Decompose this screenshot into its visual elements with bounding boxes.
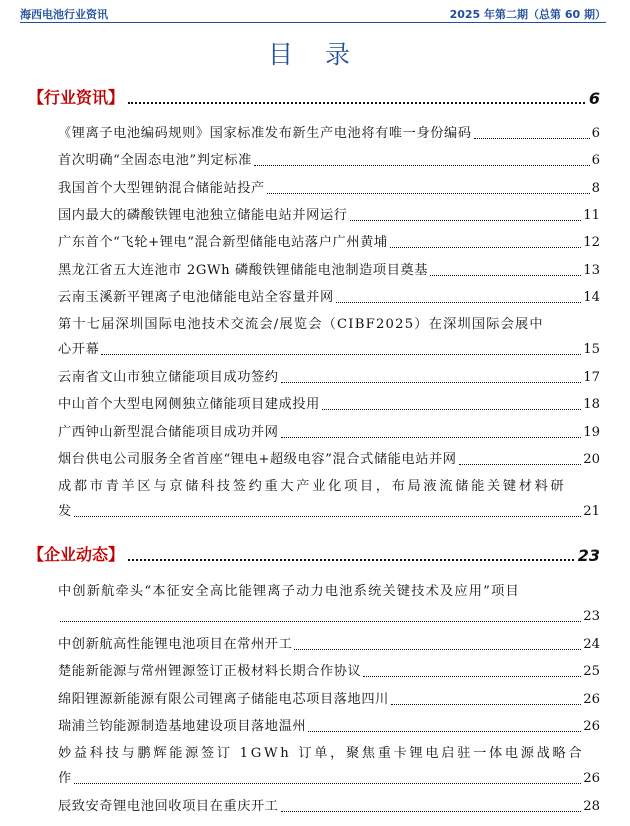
entry-title: 广东首个“飞轮+锂电”混合新型储能电站落户广州黄埔 xyxy=(58,235,388,251)
toc-entry[interactable] xyxy=(58,365,600,390)
entry-title: 广西钟山新型混合储能项目成功并网 xyxy=(58,424,279,440)
entry-page-number: 23 xyxy=(583,609,600,624)
page-header xyxy=(20,6,606,20)
entry-title: 作 xyxy=(58,771,72,787)
dot-leader xyxy=(308,731,581,732)
entry-title: 辰致安奇锂电池回收项目在重庆开工 xyxy=(58,799,279,815)
dot-leader xyxy=(474,138,590,139)
entry-title: 首次明确“全固态电池”判定标准 xyxy=(58,153,252,169)
toc-entry[interactable] xyxy=(58,121,600,146)
entry-page-number: 6 xyxy=(591,153,600,169)
dot-leader xyxy=(390,247,582,248)
section-label: 【企业动态】 xyxy=(28,545,125,564)
entry-page-number: 19 xyxy=(583,424,600,440)
toc-entry[interactable] xyxy=(58,474,600,524)
header-publication-name: 海西电池行业资讯 xyxy=(20,8,108,21)
toc-entry[interactable] xyxy=(58,176,600,201)
dot-leader xyxy=(74,516,581,517)
entry-title: 云南省文山市独立储能项目成功签约 xyxy=(58,370,279,386)
toc-entry[interactable] xyxy=(58,741,600,791)
entry-title: 云南玉溪新平锂离子电池储能电站全容量并网 xyxy=(58,289,334,305)
entry-page-number: 18 xyxy=(583,397,600,413)
toc-entry[interactable] xyxy=(58,203,600,228)
entry-page-number: 26 xyxy=(583,771,600,787)
dot-leader xyxy=(294,649,581,650)
toc-entry[interactable] xyxy=(58,632,600,657)
page-title: 目 录 xyxy=(268,40,362,69)
entry-title: 黑龙江省五大连池市 2GWh 磷酸铁锂储能电池制造项目奠基 xyxy=(58,262,429,278)
dot-leader xyxy=(336,302,581,303)
dot-leader xyxy=(128,559,574,561)
dot-leader xyxy=(430,275,581,276)
entry-page-number: 28 xyxy=(583,799,600,815)
entry-title: 中创新航高性能锂电池项目在常州开工 xyxy=(58,637,293,652)
entry-title: 《锂离子电池编码规则》国家标准发布新生产电池将有唯一身份编码 xyxy=(58,126,472,141)
entry-title: 中山首个大型电网侧独立储能项目建成投用 xyxy=(58,397,320,413)
entry-page-number: 13 xyxy=(583,262,600,278)
toc-entry[interactable] xyxy=(58,687,600,712)
toc-entry[interactable] xyxy=(58,258,600,283)
entry-title: 我国首个大型锂钠混合储能站投产 xyxy=(58,180,265,196)
entry-page-number: 25 xyxy=(583,664,600,680)
entry-page-number: 8 xyxy=(591,180,600,196)
dot-leader xyxy=(363,676,581,677)
entry-page-number: 15 xyxy=(583,342,600,358)
dot-leader xyxy=(281,437,582,438)
dot-leader xyxy=(281,382,582,383)
section-label: 【行业资讯】 xyxy=(28,88,125,107)
entry-page-number: 11 xyxy=(583,207,600,223)
toc-entry[interactable] xyxy=(58,659,600,684)
entry-title: 绵阳锂源新能源有限公司锂离子储能电芯项目落地四川 xyxy=(58,691,389,707)
dot-leader xyxy=(350,220,582,221)
entry-title-line1: 成都市青羊区与京储科技签约重大产业化项目，布局液流储能关键材料研 xyxy=(58,479,567,495)
toc-entry[interactable] xyxy=(58,230,600,255)
toc-entry[interactable] xyxy=(58,447,600,472)
entry-title: 心开幕 xyxy=(58,342,100,358)
toc-entry[interactable] xyxy=(58,714,600,739)
toc-entry[interactable] xyxy=(58,148,600,173)
dot-leader xyxy=(459,464,582,465)
entry-title: 瑞浦兰钧能源制造基地建设项目落地温州 xyxy=(58,718,307,734)
dot-leader xyxy=(281,811,582,812)
toc-section-heading[interactable] xyxy=(28,543,600,565)
entry-title: 烟台供电公司服务全省首座“锂电+超级电容”混合式储能电站并网 xyxy=(58,452,457,467)
dot-leader xyxy=(74,783,581,784)
entry-title: 楚能新能源与常州锂源签订正极材料长期合作协议 xyxy=(58,664,362,680)
section-page-number: 6 xyxy=(588,89,600,108)
toc-entry[interactable] xyxy=(58,794,600,819)
dot-leader xyxy=(391,704,581,705)
entry-page-number: 24 xyxy=(583,637,600,652)
dot-leader xyxy=(101,354,581,355)
dot-leader xyxy=(128,102,585,104)
entry-page-number: 17 xyxy=(583,370,600,386)
entry-page-number: 26 xyxy=(583,691,600,707)
entry-title: 国内最大的磷酸铁锂电池独立储能电站并网运行 xyxy=(58,207,348,223)
toc-section-heading[interactable] xyxy=(28,86,600,108)
entry-page-number: 6 xyxy=(591,126,600,141)
header-issue-number: 2025 年第二期（总第 60 期） xyxy=(449,8,606,21)
entry-title: 发 xyxy=(58,504,72,520)
entry-page-number: 14 xyxy=(583,289,600,305)
dot-leader xyxy=(322,409,581,410)
header-divider xyxy=(20,22,606,23)
entry-title-line1: 妙益科技与鹏辉能源签订 1GWh 订单，聚焦重卡锂电启驻一体电源战略合 xyxy=(58,746,585,762)
entry-page-number: 20 xyxy=(583,452,600,467)
entry-title-line1: 中创新航牵头“本征安全高比能锂离子动力电池系统关键技术及应用”项目 xyxy=(58,584,520,599)
entry-page-number: 21 xyxy=(583,504,600,520)
entry-page-number: 12 xyxy=(583,235,600,251)
dot-leader xyxy=(267,193,590,194)
entry-title-line1: 第十七届深圳国际电池技术交流会/展览会（CIBF2025）在深圳国际会展中 xyxy=(58,317,544,333)
toc-entry[interactable] xyxy=(58,579,600,629)
toc-entry[interactable] xyxy=(58,392,600,417)
dot-leader xyxy=(254,165,590,166)
toc-entry[interactable] xyxy=(58,285,600,310)
toc-entry[interactable] xyxy=(58,420,600,445)
section-page-number: 23 xyxy=(577,546,600,565)
dot-leader xyxy=(60,621,581,622)
toc-entry[interactable] xyxy=(58,312,600,362)
entry-page-number: 26 xyxy=(583,718,600,734)
